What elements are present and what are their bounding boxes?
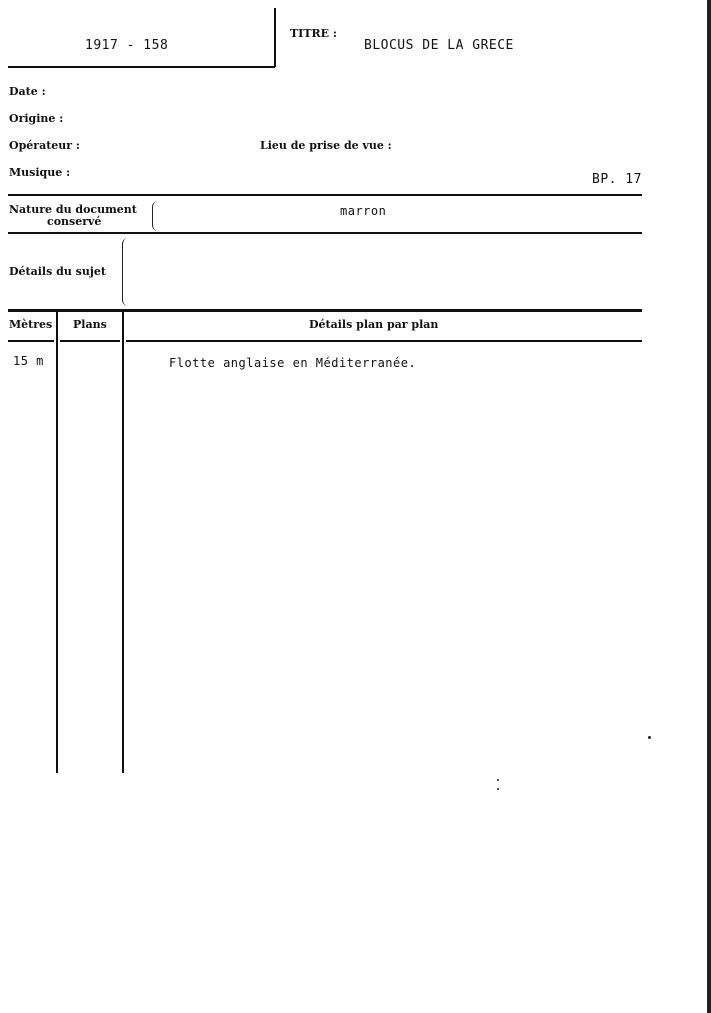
details-sujet-bottom-rule	[8, 309, 642, 312]
details-header-underline	[126, 340, 642, 342]
musique-label: Musique :	[9, 166, 71, 179]
row-metres: 15 m	[13, 354, 44, 368]
scan-edge	[707, 0, 711, 1013]
speck-3	[497, 788, 499, 790]
operateur-label: Opérateur :	[9, 139, 80, 152]
nature-label-line2: conservé	[47, 215, 102, 228]
row-details: Flotte anglaise en Méditerranée.	[169, 356, 417, 370]
plans-header-underline	[60, 340, 120, 342]
column-header-metres: Mètres	[9, 318, 53, 331]
metres-header-underline	[8, 340, 54, 342]
details-sujet-label: Détails du sujet	[9, 265, 106, 278]
column-header-plans: Plans	[73, 318, 107, 331]
title-value: BLOCUS DE LA GRECE	[364, 38, 514, 53]
details-sujet-brace	[122, 238, 129, 306]
reference-number: 1917 - 158	[85, 38, 169, 53]
lieu-label: Lieu de prise de vue :	[260, 139, 392, 152]
column-header-details: Détails plan par plan	[309, 318, 439, 331]
date-label: Date :	[9, 85, 46, 98]
speck-1	[648, 736, 651, 739]
bp-code: BP. 17	[592, 172, 642, 187]
column-divider-1	[56, 312, 58, 773]
nature-brace	[152, 201, 159, 231]
nature-value: marron	[340, 204, 387, 218]
header-box-right-border	[274, 8, 276, 67]
nature-top-rule	[8, 194, 642, 196]
nature-bottom-rule	[8, 232, 642, 234]
column-divider-2	[122, 312, 124, 773]
origine-label: Origine :	[9, 112, 64, 125]
header-box-bottom-border	[8, 66, 275, 68]
nature-label-line1: Nature du document	[9, 203, 137, 216]
title-label: TITRE :	[290, 27, 337, 40]
speck-2	[497, 779, 499, 781]
